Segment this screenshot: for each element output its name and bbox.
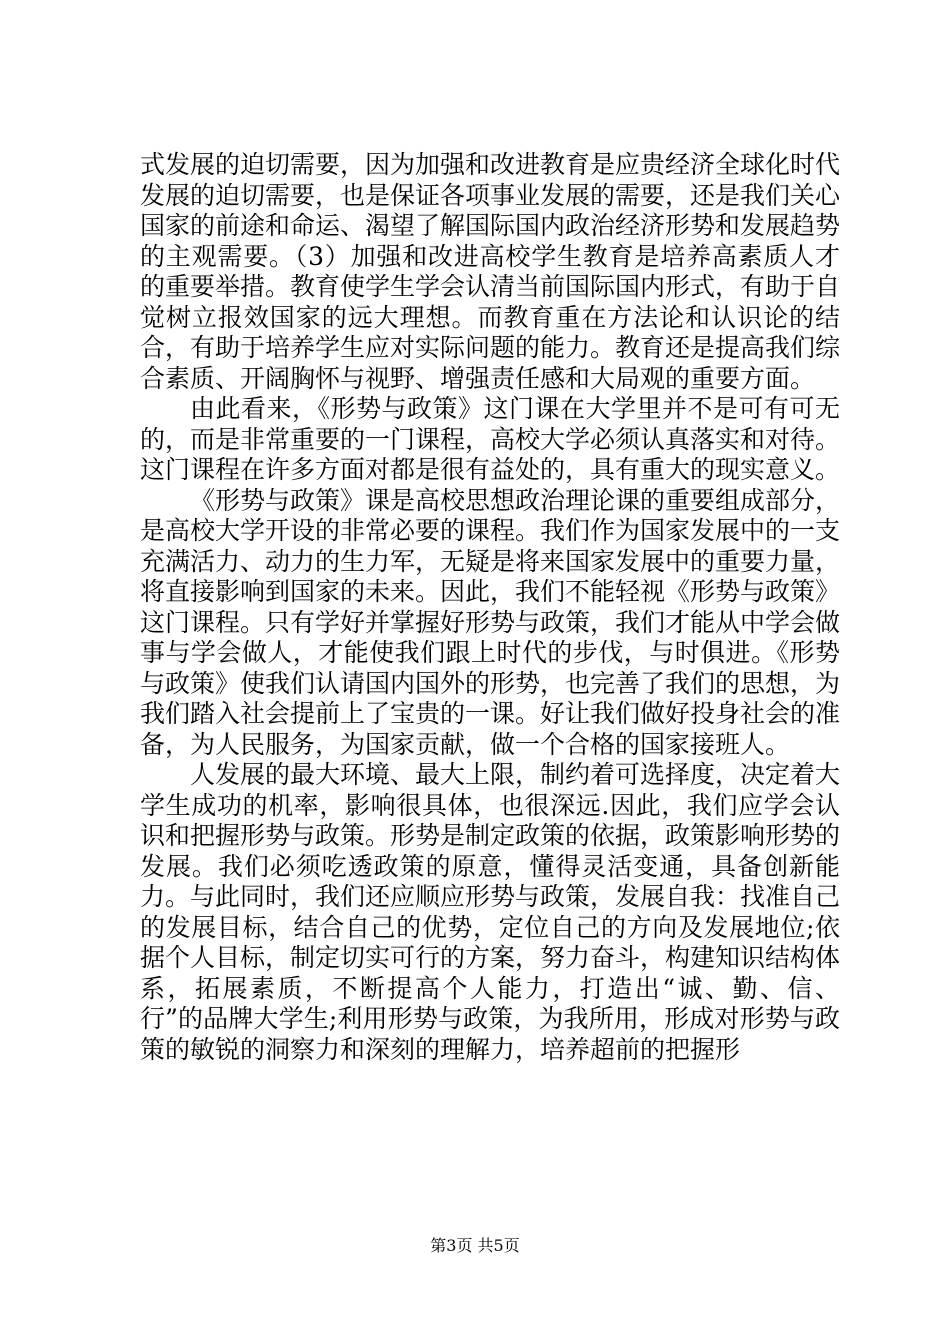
paragraph-4: 人发展的最大环境、最大上限，制约着可选择度，决定着大学生成功的机率，影响很具体，也很深远.因此，我们应学会认识和把握形势与政策。形势是制定政策的依据，政策影响形势的发展。我们必须吃透政策的原意，懂得灵活变通，具备创新能力。与此同时，我们还应顺应形势与政策，发展自我：找准自己的发展目标，结合自己的优势，定位自己的方向及发展地位;依据个人目标，制定切实可行的方案，努力奋斗，构建知识结构体系，拓展素质，不断提高个人能力，打造出“诚、勤、信、行”的品牌大学生;利用形势与政策，为我所用，形成对形势与政策的敏锐的洞察力和深刻的理解力，培养超前的把握形 <box>140 760 841 1064</box>
paragraph-1: 式发展的迫切需要，因为加强和改进教育是应贵经济全球化时代发展的迫切需要，也是保证各项事业发展的需要，还是我们关心国家的前途和命运、渴望了解国际国内政治经济形势和发展趋势的主观需要。（3）加强和改进高校学生教育是培养高素质人才的重要举措。教育使学生学会认清当前国际国内形式，有助于自觉树立报效国家的远大理想。而教育重在方法论和认识论的结合，有助于培养学生应对实际问题的能力。教育还是提高我们综合素质、开阔胸怀与视野、增强责任感和大局观的重要方面。 <box>140 150 841 393</box>
page-footer: 第3页 共5页 <box>430 1236 520 1255</box>
paragraph-3: 《形势与政策》课是高校思想政治理论课的重要组成部分，是高校大学开设的非常必要的课程。我们作为国家发展中的一支充满活力、动力的生力军，无疑是将来国家发展中的重要力量，将直接影响到国家的未来。因此，我们不能轻视《形势与政策》这门课程。只有学好并掌握好形势与政策，我们才能从中学会做事与学会做人，才能使我们跟上时代的步伐，与时俱进。《形势与政策》使我们认请国内国外的形势，也完善了我们的思想，为我们踏入社会提前上了宝贵的一课。好让我们做好投身社会的准备，为人民服务，为国家贡献，做一个合格的国家接班人。 <box>140 485 841 759</box>
document-body <box>140 150 840 1065</box>
paragraph-2: 由此看来，《形势与政策》这门课在大学里并不是可有可无的，而是非常重要的一门课程，高校大学必须认真落实和对待。这门课程在许多方面对都是很有益处的，具有重大的现实意义。 <box>140 394 841 484</box>
